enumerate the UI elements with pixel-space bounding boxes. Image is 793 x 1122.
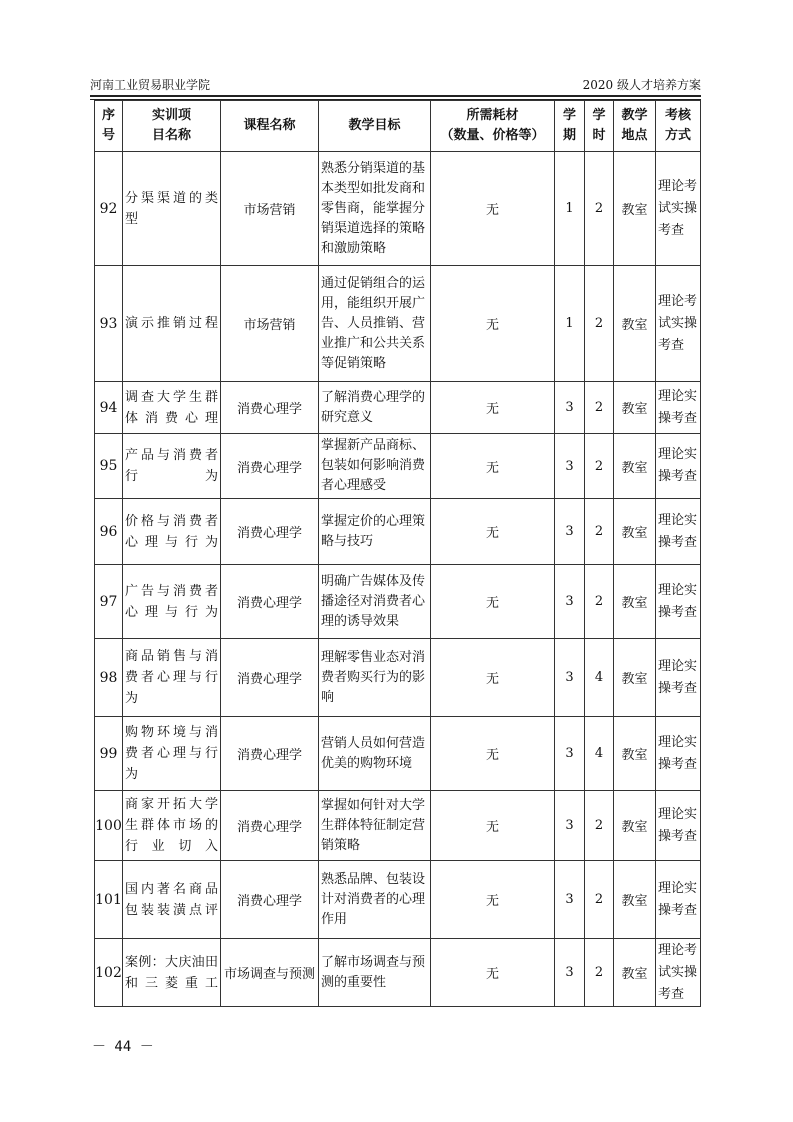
cell-teaching-goal: 熟悉品牌、包装设 计对消费者的心理 作用 [319, 861, 431, 939]
cell-assessment: 理论实 操考查 [656, 861, 701, 939]
cell-seq: 96 [95, 499, 123, 565]
cell-materials: 无 [431, 639, 555, 717]
header-rule-thick [90, 95, 701, 97]
cell-teaching-goal: 掌握定价的心理策 略与技巧 [319, 499, 431, 565]
cell-seq: 100 [95, 791, 123, 861]
header-document-title: 2020 级人才培养方案 [582, 78, 701, 92]
cell-hours: 2 [585, 791, 614, 861]
cell-teaching-goal: 掌握如何针对大学 生群体特征制定营 销策略 [319, 791, 431, 861]
table-row [95, 639, 701, 717]
cell-semester: 1 [555, 266, 585, 382]
cell-project-name: 产品与消费者 行为 [123, 434, 221, 499]
cell-teaching-goal: 了解消费心理学的 研究意义 [319, 382, 431, 434]
cell-assessment: 理论实 操考查 [656, 791, 701, 861]
cell-course: 市场营销 [221, 266, 319, 382]
cell-location: 教室 [614, 266, 656, 382]
col-header-course: 课程名称 [221, 101, 319, 152]
cell-assessment: 理论实 操考查 [656, 499, 701, 565]
cell-project-name: 广告与消费者 心理与行为 [123, 565, 221, 639]
cell-project-name: 分渠渠道的类 型 [123, 152, 221, 266]
cell-course: 消费心理学 [221, 861, 319, 939]
page-header [90, 76, 701, 94]
cell-project-name: 调查大学生群 体消费心理 [123, 382, 221, 434]
cell-location: 教室 [614, 861, 656, 939]
cell-project-name: 商家开拓大学 生群体市场的 行业切入 [123, 791, 221, 861]
cell-seq: 92 [95, 152, 123, 266]
col-header-project: 实训项 目名称 [123, 101, 221, 152]
cell-materials: 无 [431, 565, 555, 639]
cell-project-name: 价格与消费者 心理与行为 [123, 499, 221, 565]
cell-hours: 2 [585, 152, 614, 266]
cell-semester: 3 [555, 382, 585, 434]
cell-materials: 无 [431, 434, 555, 499]
cell-teaching-goal: 明确广告媒体及传 播途径对消费者心 理的诱导效果 [319, 565, 431, 639]
page-number: － 44 － [92, 1039, 154, 1055]
table-row [95, 499, 701, 565]
cell-project-name: 商品销售与消 费者心理与行 为 [123, 639, 221, 717]
cell-materials: 无 [431, 717, 555, 791]
cell-assessment: 理论实 操考查 [656, 382, 701, 434]
col-header-semester: 学 期 [555, 101, 585, 152]
table-row [95, 939, 701, 1007]
cell-course: 消费心理学 [221, 382, 319, 434]
cell-location: 教室 [614, 717, 656, 791]
table-row [95, 861, 701, 939]
cell-materials: 无 [431, 499, 555, 565]
cell-hours: 2 [585, 434, 614, 499]
col-header-hours: 学 时 [585, 101, 614, 152]
cell-seq: 93 [95, 266, 123, 382]
col-header-seq: 序 号 [95, 101, 123, 152]
table-row [95, 791, 701, 861]
cell-location: 教室 [614, 565, 656, 639]
cell-project-name: 演示推销过程 [123, 266, 221, 382]
cell-project-name: 案例：大庆油田 和三菱重工 [123, 939, 221, 1007]
cell-assessment: 理论实 操考查 [656, 717, 701, 791]
cell-seq: 98 [95, 639, 123, 717]
cell-course: 消费心理学 [221, 499, 319, 565]
cell-hours: 2 [585, 861, 614, 939]
cell-semester: 3 [555, 791, 585, 861]
col-header-materials: 所需耗材 （数量、价格等） [431, 101, 555, 152]
table-row [95, 382, 701, 434]
cell-assessment: 理论实 操考查 [656, 434, 701, 499]
cell-seq: 102 [95, 939, 123, 1007]
table-row [95, 266, 701, 382]
cell-course: 消费心理学 [221, 791, 319, 861]
cell-project-name: 国内著名商品 包装装潢点评 [123, 861, 221, 939]
cell-materials: 无 [431, 382, 555, 434]
cell-materials: 无 [431, 939, 555, 1007]
cell-seq: 99 [95, 717, 123, 791]
col-header-goal: 教学目标 [319, 101, 431, 152]
cell-materials: 无 [431, 791, 555, 861]
cell-hours: 4 [585, 639, 614, 717]
cell-location: 教室 [614, 499, 656, 565]
cell-seq: 97 [95, 565, 123, 639]
cell-course: 市场调查与预测 [221, 939, 319, 1007]
cell-assessment: 理论考 试实操 考查 [656, 152, 701, 266]
cell-semester: 3 [555, 434, 585, 499]
cell-semester: 3 [555, 639, 585, 717]
cell-teaching-goal: 熟悉分销渠道的基 本类型如批发商和 零售商，能掌握分 销渠道选择的策略 和激励策略 [319, 152, 431, 266]
cell-location: 教室 [614, 434, 656, 499]
cell-location: 教室 [614, 639, 656, 717]
cell-teaching-goal: 了解市场调查与预 测的重要性 [319, 939, 431, 1007]
col-header-assessment: 考核 方式 [656, 101, 701, 152]
cell-course: 消费心理学 [221, 565, 319, 639]
cell-location: 教室 [614, 152, 656, 266]
header-institution: 河南工业贸易职业学院 [90, 78, 211, 92]
cell-teaching-goal: 理解零售业态对消 费者购买行为的影 响 [319, 639, 431, 717]
cell-assessment: 理论实 操考查 [656, 639, 701, 717]
table-row [95, 434, 701, 499]
cell-location: 教室 [614, 791, 656, 861]
cell-assessment: 理论实 操考查 [656, 565, 701, 639]
cell-location: 教室 [614, 939, 656, 1007]
cell-course: 消费心理学 [221, 639, 319, 717]
table-header-row [95, 101, 701, 152]
cell-hours: 2 [585, 565, 614, 639]
cell-semester: 3 [555, 939, 585, 1007]
cell-semester: 1 [555, 152, 585, 266]
cell-course: 消费心理学 [221, 717, 319, 791]
cell-course: 消费心理学 [221, 434, 319, 499]
cell-teaching-goal: 营销人员如何营造 优美的购物环境 [319, 717, 431, 791]
cell-hours: 2 [585, 499, 614, 565]
cell-seq: 94 [95, 382, 123, 434]
cell-teaching-goal: 通过促销组合的运 用，能组织开展广 告、人员推销、营 业推广和公共关系 等促销策略 [319, 266, 431, 382]
table-row [95, 152, 701, 266]
cell-materials: 无 [431, 861, 555, 939]
cell-materials: 无 [431, 266, 555, 382]
cell-hours: 2 [585, 382, 614, 434]
cell-assessment: 理论考 试实操 考查 [656, 266, 701, 382]
col-header-location: 教学 地点 [614, 101, 656, 152]
training-table [94, 100, 701, 1007]
cell-project-name: 购物环境与消 费者心理与行 为 [123, 717, 221, 791]
cell-teaching-goal: 掌握新产品商标、 包装如何影响消费 者心理感受 [319, 434, 431, 499]
cell-materials: 无 [431, 152, 555, 266]
table-row [95, 717, 701, 791]
cell-seq: 101 [95, 861, 123, 939]
cell-semester: 3 [555, 717, 585, 791]
cell-hours: 2 [585, 266, 614, 382]
cell-seq: 95 [95, 434, 123, 499]
table-row [95, 565, 701, 639]
cell-semester: 3 [555, 565, 585, 639]
cell-assessment: 理论考 试实操 考查 [656, 939, 701, 1007]
cell-semester: 3 [555, 499, 585, 565]
cell-hours: 2 [585, 939, 614, 1007]
cell-course: 市场营销 [221, 152, 319, 266]
cell-hours: 4 [585, 717, 614, 791]
cell-semester: 3 [555, 861, 585, 939]
cell-location: 教室 [614, 382, 656, 434]
